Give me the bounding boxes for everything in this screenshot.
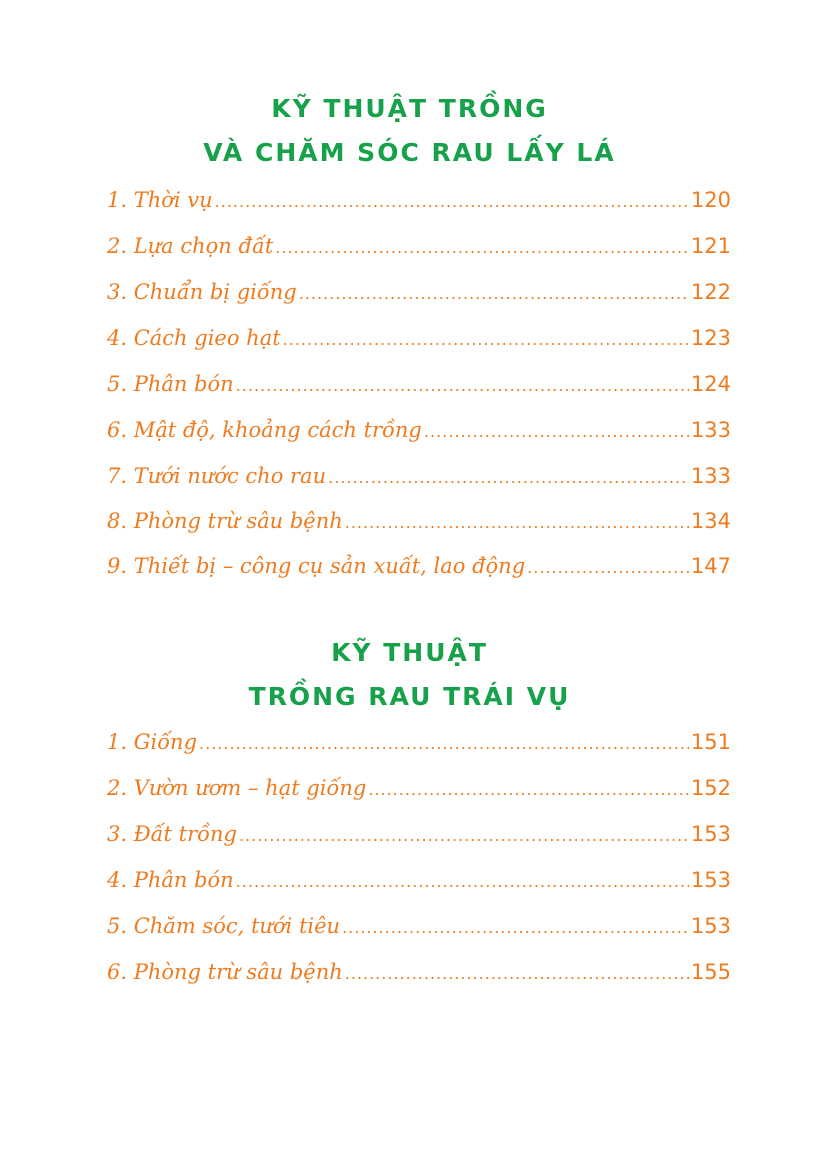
toc-entry[interactable] <box>107 543 731 589</box>
toc-entry-page: 153 <box>690 914 731 938</box>
toc-entry[interactable] <box>107 223 731 269</box>
toc-entry-page: 121 <box>690 234 731 258</box>
dot-leader <box>275 225 689 271</box>
toc-entry-label: 3. Đất trồng <box>107 822 237 846</box>
dot-leader <box>368 767 689 813</box>
toc-entry-page: 155 <box>690 960 731 984</box>
toc-entry[interactable] <box>107 499 731 543</box>
toc-entry[interactable] <box>107 719 731 765</box>
dot-leader <box>283 317 689 363</box>
toc-entry-page: 133 <box>690 418 731 442</box>
section1-title-line2: VÀ CHĂM SÓC RAU LẤY LÁ <box>203 138 616 167</box>
toc-entry-label: 8. Phòng trừ sâu bệnh <box>107 509 343 533</box>
dot-leader <box>299 271 689 317</box>
toc-entry-page: 153 <box>690 822 731 846</box>
toc-entry[interactable] <box>107 857 731 903</box>
dot-leader <box>345 951 689 997</box>
toc-entry-label: 1. Giống <box>107 730 198 754</box>
toc-entry-page: 134 <box>690 509 731 533</box>
toc-entry-label: 5. Chăm sóc, tưới tiêu <box>107 914 341 938</box>
dot-leader <box>199 721 689 767</box>
toc-entry-page: 122 <box>690 280 731 304</box>
dot-leader <box>239 813 689 859</box>
toc-entry[interactable] <box>107 453 731 499</box>
toc-entry[interactable] <box>107 903 731 949</box>
toc-entry[interactable] <box>107 811 731 857</box>
toc-entry[interactable] <box>107 949 731 995</box>
toc-entry-page: 120 <box>690 188 731 212</box>
toc-entry-label: 1. Thời vụ <box>107 188 213 212</box>
section2-title-line2: TRỒNG RAU TRÁI VỤ <box>248 682 571 711</box>
toc-entry-label: 2. Lựa chọn đất <box>107 234 274 258</box>
toc-entry-label: 9. Thiết bị – công cụ sản xuất, lao động <box>107 554 526 578</box>
dot-leader <box>236 859 689 905</box>
dot-leader <box>345 501 689 545</box>
toc-entry-label: 5. Phân bón <box>107 372 234 396</box>
dot-leader <box>328 455 689 501</box>
section2-title-line1: KỸ THUẬT <box>331 638 488 667</box>
dot-leader <box>342 905 689 951</box>
dot-leader <box>236 363 689 409</box>
toc-entry-label: 4. Cách gieo hạt <box>107 326 281 350</box>
toc-entry-label: 2. Vườn ươm – hạt giống <box>107 776 367 800</box>
toc-entry[interactable] <box>107 177 731 223</box>
toc-entry-label: 4. Phân bón <box>107 868 234 892</box>
dot-leader <box>424 409 689 455</box>
section2-toc-list <box>107 719 731 995</box>
toc-entry-page: 147 <box>690 554 731 578</box>
toc-entry-page: 151 <box>690 730 731 754</box>
toc-entry-page: 133 <box>690 464 731 488</box>
toc-entry-page: 123 <box>690 326 731 350</box>
toc-entry[interactable] <box>107 765 731 811</box>
toc-entry-page: 124 <box>690 372 731 396</box>
toc-entry[interactable] <box>107 269 731 315</box>
section1-title-line1: KỸ THUẬT TRỒNG <box>271 94 548 123</box>
toc-entry-label: 3. Chuẩn bị giống <box>107 280 297 304</box>
toc-entry-label: 6. Mật độ, khoảng cách trồng <box>107 418 422 442</box>
toc-entry[interactable] <box>107 315 731 361</box>
toc-entry[interactable] <box>107 361 731 407</box>
dot-leader <box>527 545 689 591</box>
toc-entry-label: 6. Phòng trừ sâu bệnh <box>107 960 343 984</box>
section1-toc-list <box>107 177 731 589</box>
toc-entry-page: 152 <box>690 776 731 800</box>
dot-leader <box>215 179 689 225</box>
toc-entry-label: 7. Tưới nước cho rau <box>107 464 327 488</box>
toc-entry-page: 153 <box>690 868 731 892</box>
toc-entry[interactable] <box>107 407 731 453</box>
